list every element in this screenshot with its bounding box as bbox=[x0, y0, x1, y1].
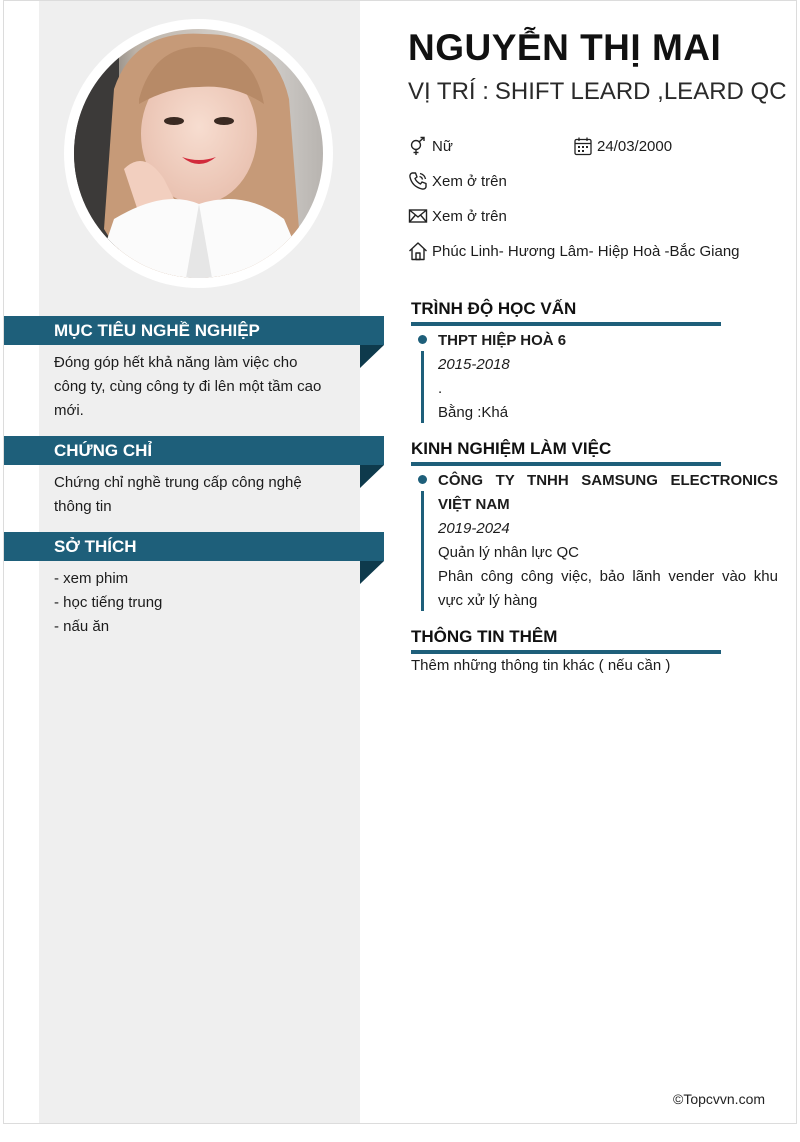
education-entry bbox=[410, 329, 778, 425]
objective-text: Đóng góp hết khả năng làm việc cho công ty, cùng công ty đi lên một tầm cao mới. bbox=[54, 354, 322, 419]
additional-heading: THÔNG TIN THÊM bbox=[411, 626, 721, 654]
footer-credit: ©Topcvvn.com bbox=[673, 1091, 766, 1107]
calendar-icon bbox=[573, 136, 593, 156]
objective-ribbon-fold bbox=[360, 345, 384, 368]
envelope-icon bbox=[408, 206, 428, 226]
gender-value: Nữ bbox=[432, 137, 453, 155]
address-info bbox=[408, 240, 740, 262]
company-name-line1: CÔNG TY TNHH SAMSUNG ELECTRONICS bbox=[438, 472, 778, 489]
education-heading: TRÌNH ĐỘ HỌC VẤN bbox=[411, 298, 721, 326]
birthday-info bbox=[573, 135, 672, 157]
gender-info bbox=[408, 135, 453, 157]
timeline-line bbox=[421, 491, 424, 611]
company-name-line2: VIỆT NAM bbox=[438, 496, 510, 513]
job-position bbox=[408, 78, 787, 106]
certificates-text: Chứng chỉ nghề trung cấp công nghệ thông tin bbox=[54, 474, 302, 515]
timeline-dot bbox=[418, 475, 427, 484]
hobby-item: - học tiếng trung bbox=[54, 594, 163, 611]
email-info bbox=[408, 205, 507, 227]
education-degree: Bằng :Khá bbox=[438, 404, 509, 421]
phone-info bbox=[408, 170, 507, 192]
cv-page bbox=[3, 0, 797, 1124]
objective-heading: MỤC TIÊU NGHỀ NGHIỆP bbox=[4, 316, 384, 345]
school-name: THPT HIỆP HOÀ 6 bbox=[438, 332, 567, 349]
position-value: SHIFT LEARD ,LEARD QC bbox=[494, 78, 787, 105]
hobby-item: - nấu ăn bbox=[54, 618, 110, 635]
experience-heading: KINH NGHIỆM LÀM VIỆC bbox=[411, 438, 721, 466]
education-period: 2015-2018 bbox=[438, 356, 510, 373]
home-icon bbox=[408, 241, 428, 261]
timeline-dot bbox=[418, 335, 427, 344]
avatar bbox=[74, 29, 323, 278]
gender-icon bbox=[408, 136, 428, 156]
education-content bbox=[438, 329, 778, 425]
hobbies-ribbon-fold bbox=[360, 561, 384, 584]
hobbies-heading: SỞ THÍCH bbox=[4, 532, 384, 561]
experience-period: 2019-2024 bbox=[438, 520, 510, 537]
hobbies-list bbox=[54, 567, 334, 639]
phone-value: Xem ở trên bbox=[432, 172, 507, 190]
candidate-name: NGUYỄN THỊ MAI bbox=[408, 27, 722, 68]
experience-content bbox=[438, 469, 778, 613]
hobby-item: - xem phim bbox=[54, 570, 129, 587]
address-value: Phúc Linh- Hương Lâm- Hiệp Hoà -Bắc Giang bbox=[432, 242, 740, 260]
certificates-heading: CHỨNG CHỈ bbox=[4, 436, 384, 465]
timeline-line bbox=[421, 351, 424, 423]
experience-role: Quản lý nhân lực QC bbox=[438, 544, 579, 561]
email-value: Xem ở trên bbox=[432, 207, 507, 225]
additional-text: Thêm những thông tin khác ( nếu cần ) bbox=[411, 657, 671, 674]
phone-icon bbox=[408, 171, 428, 191]
position-label: VỊ TRÍ : bbox=[408, 78, 489, 105]
birthday-value: 24/03/2000 bbox=[597, 137, 673, 155]
experience-entry bbox=[410, 469, 778, 613]
certificates-ribbon-fold bbox=[360, 465, 384, 488]
education-note: . bbox=[438, 380, 443, 397]
experience-description: Phân công công việc, bảo lãnh vender vào khu vực xử lý hàng bbox=[438, 568, 778, 609]
